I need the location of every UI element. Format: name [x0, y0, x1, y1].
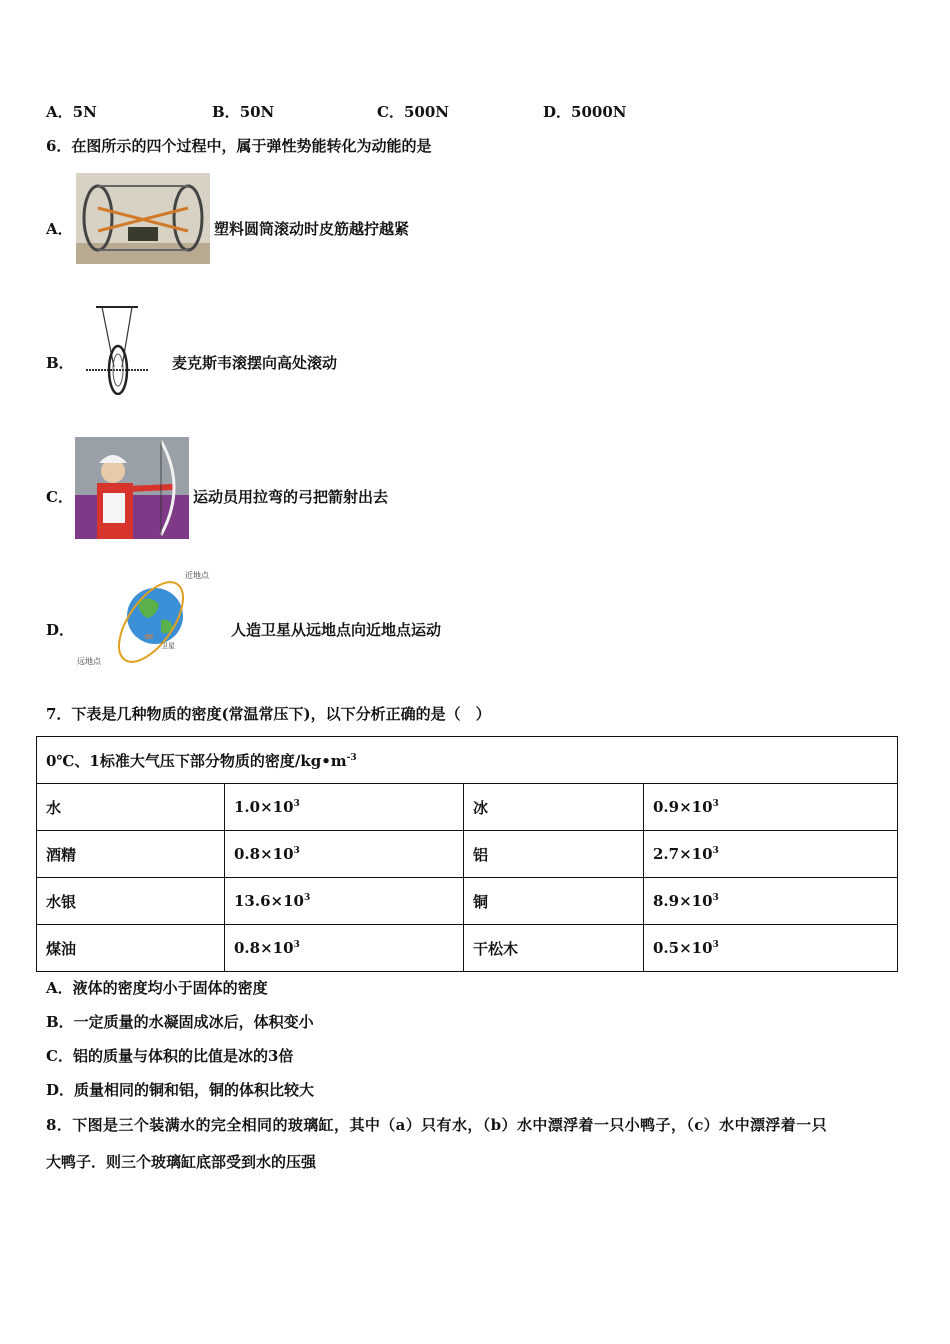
q7-option-c: C．铝的质量与体积的比值是冰的3倍	[46, 1047, 294, 1065]
q5-option-d: D．5000N	[543, 103, 627, 121]
q6-option-c-letter: C．	[46, 488, 73, 506]
apogee-label: 远地点	[77, 657, 101, 666]
rolling-can-image	[76, 173, 210, 264]
q8-stem-line1: 8．下图是三个装满水的完全相同的玻璃缸，其中（a）只有水，（b）水中漂浮着一只小鸭子，（c）水中漂浮着一只	[46, 1116, 827, 1134]
q5-option-a: A．5N	[46, 103, 97, 121]
table-row: 水 $1.0\times 10^3$ 冰 $0.9\times 10^3$	[37, 784, 898, 831]
q8-stem-line2: 大鸭子．则三个玻璃缸底部受到水的压强	[46, 1153, 317, 1171]
table-row: 水银 $13.6\times 10^3$ 铜 $8.9\times 10^3$	[37, 878, 898, 925]
table-header: 0℃、1标准大气压下部分物质的密度$/kg•m^{-3}$	[37, 737, 898, 784]
q6-option-b-letter: B．	[46, 354, 74, 372]
archer-image	[75, 437, 189, 539]
q7-option-d: D．质量相同的铜和铝，铜的体积比较大	[46, 1081, 315, 1099]
q7-stem: 7．下表是几种物质的密度(常温常压下)，以下分析正确的是（ ）	[46, 705, 491, 723]
perigee-label: 近地点	[185, 571, 209, 580]
q6-option-d-text: 人造卫星从远地点向近地点运动	[231, 621, 442, 639]
q6-option-b-text: 麦克斯韦滚摆向高处滚动	[172, 354, 338, 372]
q7-option-a: A．液体的密度均小于固体的密度	[46, 979, 268, 997]
q5-option-b: B．50N	[212, 103, 275, 121]
table-row: 煤油 $0.8\times 10^3$ 干松木 $0.5\times 10^3$	[37, 925, 898, 972]
satellite-label: 卫星	[161, 642, 175, 650]
q5-option-c: C．500N	[377, 103, 449, 121]
density-table	[36, 736, 898, 972]
satellite-orbit-image	[73, 566, 225, 670]
table-row: 酒精 $0.8\times 10^3$ 铝 $2.7\times 10^3$	[37, 831, 898, 878]
maxwell-wheel-image	[76, 303, 154, 395]
q6-option-c-text: 运动员用拉弯的弓把箭射出去	[193, 488, 389, 506]
q6-stem: 6．在图所示的四个过程中，属于弹性势能转化为动能的是	[46, 137, 432, 155]
q6-option-d-letter: D．	[46, 621, 75, 639]
q6-option-a-text: 塑料圆筒滚动时皮筋越拧越紧	[214, 220, 410, 238]
q7-option-b: B．一定质量的水凝固成冰后，体积变小	[46, 1013, 314, 1031]
q6-option-a-letter: A．	[46, 220, 73, 238]
